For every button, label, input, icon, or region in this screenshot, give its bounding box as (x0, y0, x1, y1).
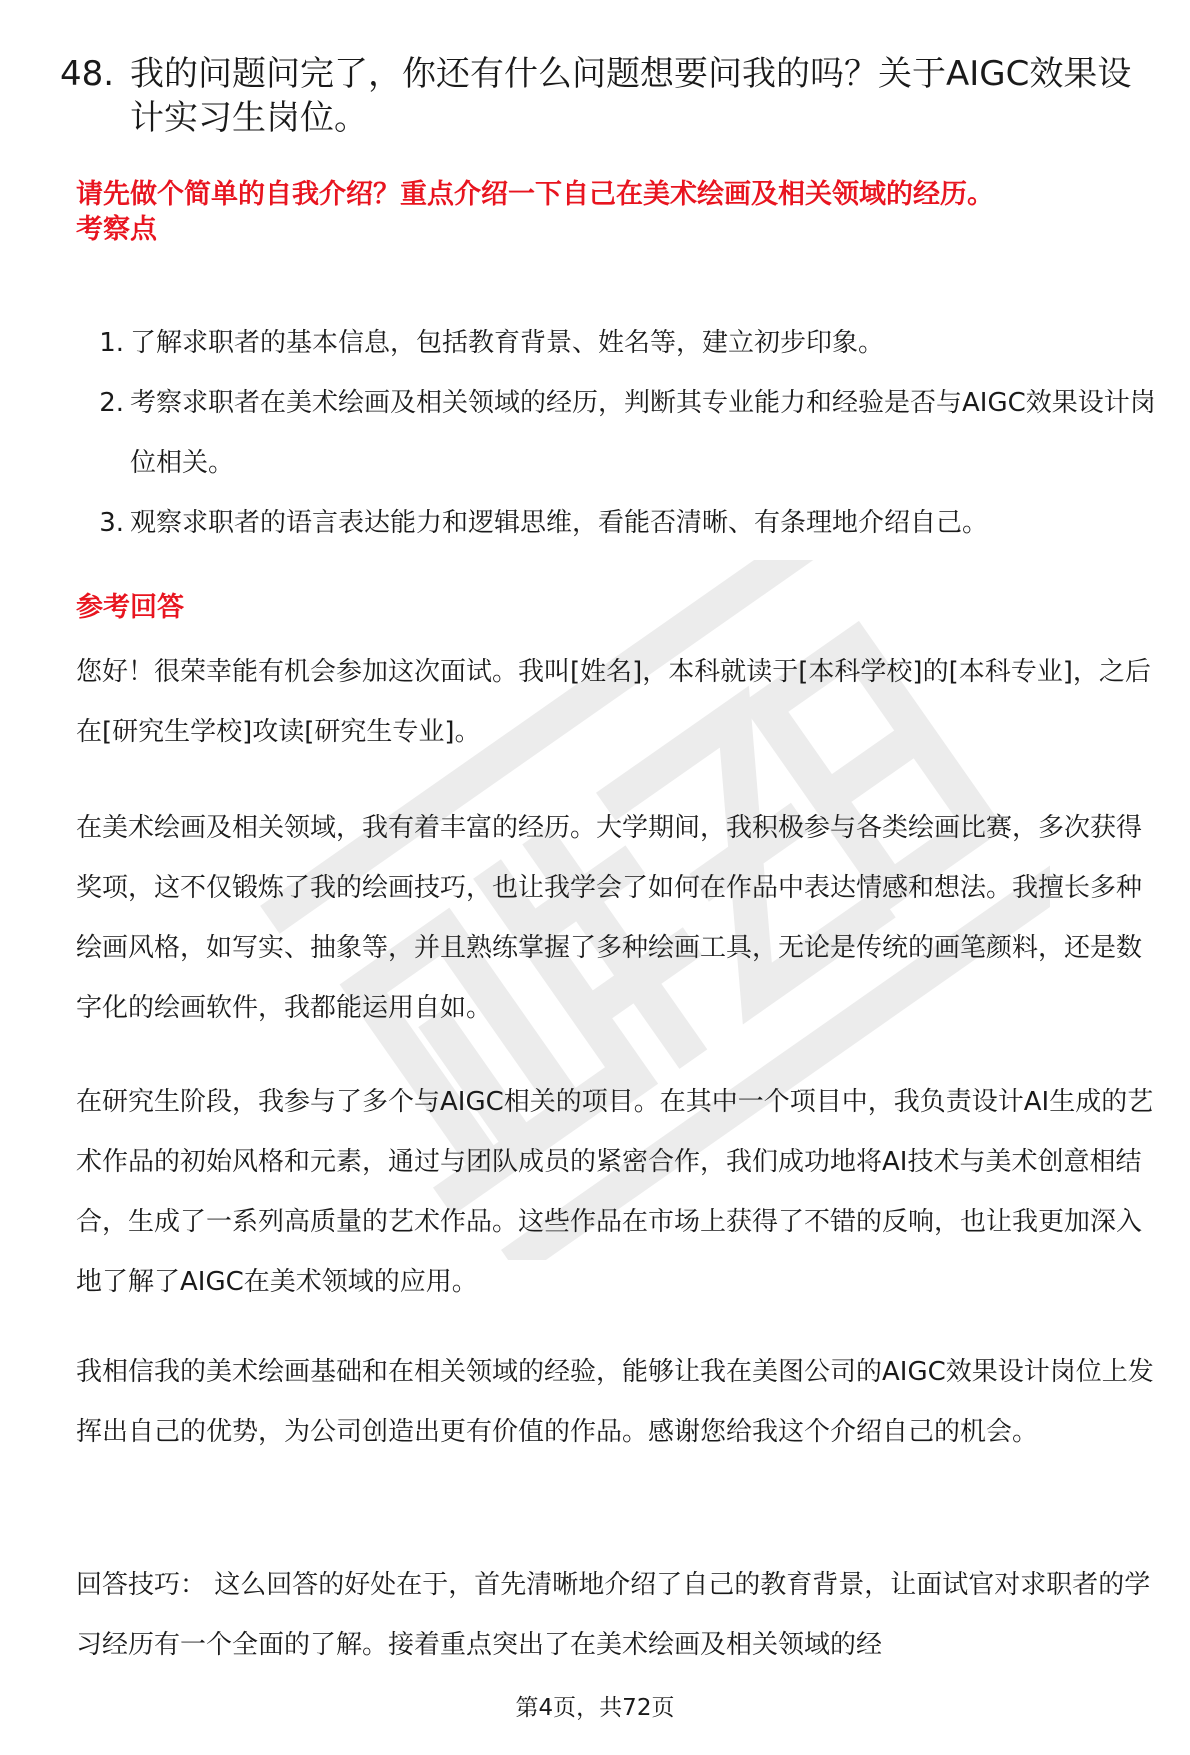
points-list (76, 313, 1156, 553)
answer-paragraph: 我相信我的美术绘画基础和在相关领域的经验，能够让我在美图公司的AIGC效果设计岗位上发挥出自己的优势，为公司创造出更有价值的作品。感谢您给我这个介绍自己的机会。 (76, 1357, 1154, 1447)
list-item-text: 了解求职者的基本信息，包括教育背景、姓名等，建立初步印象。 (130, 328, 885, 358)
page-footer: 第4页，共72页 (515, 1695, 675, 1721)
answer-paragraph: 在研究生阶段，我参与了多个与AIGC相关的项目。在其中一个项目中，我负责设计AI生成的艺术作品的初始风格和元素，通过与团队成员的紧密合作，我们成功地将AI技术与美术创意相结合，生成了一系列高质量的艺术作品。这些作品在市场上获得了不错的反响，也让我更加深入地了解了AIGC在美术领域的应用。 (76, 1087, 1154, 1297)
answer-paragraph: 您好！很荣幸能有机会参加这次面试。我叫[姓名]，本科就读于[本科学校]的[本科专业]，之后在[研究生学校]攻读[研究生专业]。 (76, 657, 1151, 747)
question-number: 48. (60, 54, 115, 94)
list-item-text: 观察求职者的语言表达能力和逻辑思维，看能否清晰、有条理地介绍自己。 (130, 508, 989, 538)
points-heading: 考察点 (76, 214, 157, 245)
list-item-text: 考察求职者在美术绘画及相关领域的经历，判断其专业能力和经验是否与AIGC效果设计岗位相关。 (130, 388, 1156, 478)
answer-tips-paragraph: 回答技巧： 这么回答的好处在于，首先清晰地介绍了自己的教育背景，让面试官对求职者的学习经历有一个全面的了解。接着重点突出了在美术绘画及相关领域的经 (76, 1570, 1151, 1660)
list-item (76, 313, 1156, 373)
list-item-index: 2. (99, 388, 124, 418)
answer-paragraph: 在美术绘画及相关领域，我有着丰富的经历。大学期间，我积极参与各类绘画比赛，多次获得奖项，这不仅锻炼了我的绘画技巧，也让我学会了如何在作品中表达情感和想法。我擅长多种绘画风格，如写实、抽象等，并且熟练掌握了多种绘画工具，无论是传统的画笔颜料，还是数字化的绘画软件，我都能运用自如。 (76, 813, 1143, 1023)
highlight-question: 请先做个简单的自我介绍？重点介绍一下自己在美术绘画及相关领域的经历。 (76, 179, 994, 210)
list-item-index: 3. (99, 508, 124, 538)
list-item-index: 1. (99, 328, 124, 358)
list-item (76, 493, 1156, 553)
question-title (60, 52, 1160, 140)
answer-heading: 参考回答 (76, 592, 184, 623)
question-text: 我的问题问完了，你还有什么问题想要问我的吗？关于AIGC效果设计实习生岗位。 (130, 54, 1132, 138)
list-item (76, 373, 1156, 493)
